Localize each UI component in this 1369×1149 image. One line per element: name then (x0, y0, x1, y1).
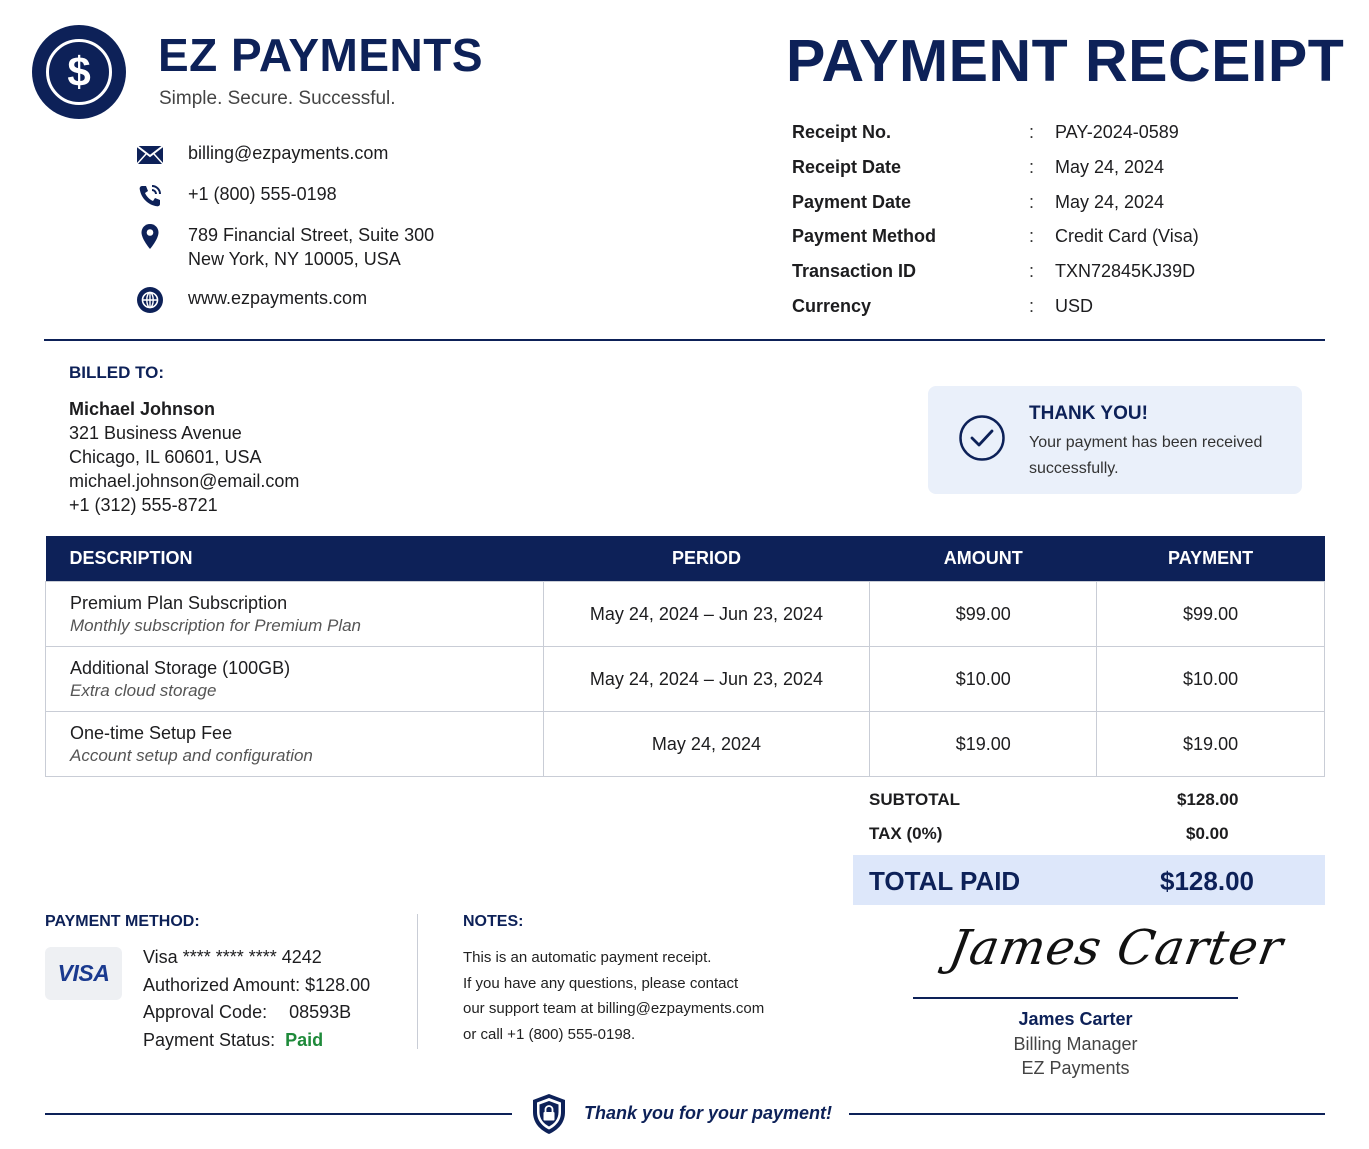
check-circle-icon (958, 414, 1006, 467)
thank-you-message: Your payment has been received successfully. (1029, 434, 1263, 477)
meta-label: Receipt No. (792, 122, 892, 142)
meta-separator: : (1029, 226, 1035, 247)
payment-method-label: PAYMENT METHOD: (45, 913, 200, 930)
signature-script: James Carter (945, 920, 1288, 976)
thank-you-title: THANK YOU! (1029, 403, 1148, 424)
cell-period: May 24, 2024 – Jun 23, 2024 (543, 582, 870, 647)
address-line-1: 789 Financial Street, Suite 300 (188, 225, 435, 245)
signatory-name: James Carter (1018, 1009, 1133, 1029)
signatory-company: EZ Payments (1021, 1058, 1130, 1078)
total-paid-bar (853, 855, 1325, 905)
meta-label: Payment Method (792, 226, 937, 247)
notes-line: our support team at billing@ezpayments.com (463, 1000, 765, 1017)
receipt-meta-row (792, 122, 1252, 148)
cell-period: May 24, 2024 – Jun 23, 2024 (543, 647, 870, 712)
item-detail: Extra cloud storage (70, 680, 217, 700)
customer-phone: +1 (312) 555-8721 (69, 495, 218, 515)
brand-logo (32, 25, 126, 119)
meta-value: USD (1055, 296, 1094, 316)
meta-value: May 24, 2024 (1055, 156, 1165, 177)
address-line-2: New York, NY 10005, USA (188, 249, 401, 269)
customer-address-2: Chicago, IL 60601, USA (69, 447, 262, 467)
cell-period: May 24, 2024 (543, 712, 870, 777)
receipt-title: PAYMENT RECEIPT (786, 28, 1345, 94)
contact-address (136, 223, 434, 271)
notes-line: If you have any questions, please contact (463, 974, 739, 992)
item-name: One-time Setup Fee (70, 722, 233, 743)
cell-amount: $10.00 (870, 647, 1097, 712)
customer-name: Michael Johnson (69, 399, 216, 419)
meta-label: Currency (792, 296, 872, 316)
status-label: Payment Status: (143, 1029, 276, 1050)
customer-email: michael.johnson@email.com (69, 471, 300, 491)
payment-method-details (143, 944, 370, 1054)
notes-text (463, 945, 764, 1047)
receipt-meta-row (792, 261, 1252, 287)
email-link[interactable]: billing@ezpayments.com (188, 143, 389, 163)
tax-value: $0.00 (1186, 824, 1229, 843)
notes-line: or call +1 (800) 555-0198. (463, 1025, 636, 1043)
globe-icon (136, 286, 164, 314)
meta-separator: : (1029, 261, 1035, 282)
receipt-meta-row (792, 157, 1252, 183)
customer-address-1: 321 Business Avenue (69, 423, 242, 443)
meta-separator: : (1029, 191, 1035, 212)
line-items-table (45, 536, 1325, 777)
item-name: Additional Storage (100GB) (70, 657, 291, 678)
dollar-icon: $ (46, 39, 112, 105)
website-link[interactable]: www.ezpayments.com (188, 288, 368, 308)
status-badge: Paid (285, 1029, 324, 1050)
brand-name: EZ PAYMENTS (158, 29, 484, 81)
contact-email (136, 141, 388, 169)
footer-line-right (849, 1113, 1325, 1115)
billed-to-details (69, 397, 299, 517)
cell-description (46, 712, 544, 777)
footer-message: Thank you for your payment! (584, 1103, 833, 1123)
cell-amount: $99.00 (870, 582, 1097, 647)
receipt-meta-row (792, 296, 1252, 322)
meta-separator: : (1029, 296, 1035, 316)
signatory-role: Billing Manager (1013, 1034, 1138, 1054)
subtotal-value: $128.00 (1177, 790, 1239, 809)
phone-icon (136, 182, 164, 210)
cell-payment: $19.00 (1097, 712, 1325, 777)
approval-label: Approval Code: (143, 1002, 268, 1022)
meta-separator: : (1029, 156, 1035, 177)
authorized-value: $128.00 (305, 974, 371, 995)
table-header-row (46, 536, 1325, 582)
visa-card-logo (45, 947, 122, 1000)
meta-value: May 24, 2024 (1055, 191, 1165, 212)
tax-label: TAX (0%) (869, 824, 943, 843)
meta-label: Receipt Date (792, 156, 902, 177)
item-detail: Monthly subscription for Premium Plan (70, 615, 362, 635)
section-divider (417, 914, 418, 1049)
visa-logo-text: VISA (57, 960, 110, 986)
location-pin-icon (136, 223, 164, 251)
brand-tagline: Simple. Secure. Successful. (159, 88, 396, 109)
meta-value: TXN72845KJ39D (1055, 261, 1196, 282)
total-paid-value: $128.00 (1160, 866, 1254, 896)
cell-payment: $10.00 (1097, 647, 1325, 712)
item-name: Premium Plan Subscription (70, 592, 288, 613)
meta-value: PAY-2024-0589 (1055, 122, 1179, 142)
footer-line-left (45, 1113, 512, 1115)
col-header-amount: AMOUNT (870, 536, 1097, 582)
thank-you-box (928, 386, 1302, 494)
approval-value: 08593B (289, 1002, 352, 1022)
col-header-period: PERIOD (543, 536, 870, 582)
table-row (46, 647, 1325, 712)
col-header-description: DESCRIPTION (46, 536, 544, 582)
receipt-meta-row (792, 192, 1252, 218)
receipt-meta-row (792, 226, 1252, 252)
shield-lock-icon (531, 1093, 567, 1140)
table-row (46, 582, 1325, 647)
signature-line (913, 997, 1238, 999)
meta-label: Payment Date (792, 191, 912, 212)
contact-website (136, 286, 367, 314)
header-divider (44, 339, 1325, 341)
notes-label: NOTES: (463, 913, 524, 930)
notes-line: This is an automatic payment receipt. (463, 949, 712, 966)
total-paid-label: TOTAL PAID (869, 866, 1021, 896)
card-number: Visa **** **** **** 4242 (143, 947, 322, 967)
meta-label: Transaction ID (792, 261, 917, 282)
cell-description (46, 647, 544, 712)
cell-amount: $19.00 (870, 712, 1097, 777)
contact-phone (136, 182, 337, 210)
meta-separator: : (1029, 122, 1035, 142)
cell-payment: $99.00 (1097, 582, 1325, 647)
phone-number: +1 (800) 555-0198 (188, 184, 337, 204)
envelope-icon (136, 141, 164, 169)
subtotal-label: SUBTOTAL (869, 790, 960, 809)
table-row (46, 712, 1325, 777)
cell-description (46, 582, 544, 647)
authorized-label: Authorized Amount: (143, 974, 301, 995)
billed-to-label: BILLED TO: (69, 363, 165, 382)
col-header-payment: PAYMENT (1097, 536, 1325, 582)
item-detail: Account setup and configuration (70, 745, 313, 765)
meta-value: Credit Card (Visa) (1055, 226, 1199, 247)
